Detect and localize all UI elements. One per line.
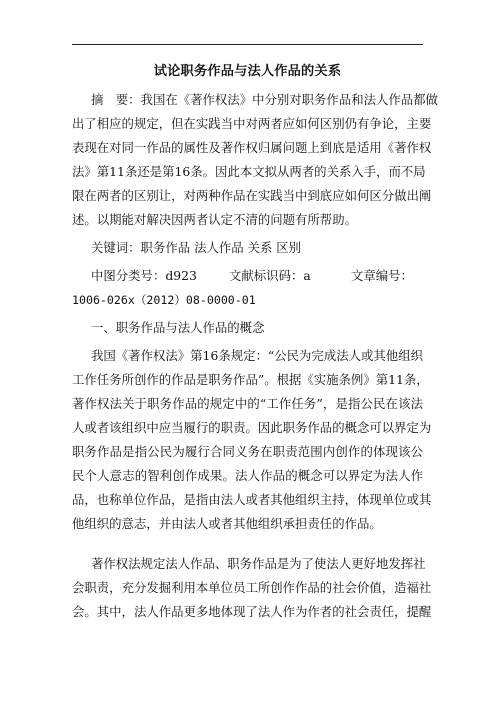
paragraph-line: 民个人意志的智利创作成果。法人作品的概念可以界定为法人作	[72, 468, 423, 483]
keywords: 关键词：职务作品 法人作品 关系 区别	[91, 240, 302, 255]
paragraph-line: 他组织的意志，并由法人或者其他组织承担责任的作品。	[72, 516, 382, 531]
article-id-label: 文章编号：	[351, 268, 413, 283]
article-id-value: 1006-026x（2012）08-0000-01	[72, 293, 256, 307]
abstract-line: 限在两者的区别让，对两种作品在实践当中到底应如何区分做出阐	[72, 188, 432, 203]
paragraph-line: 品，也称单位作品，是指由法人或者其他组织主持，体现单位或其	[72, 492, 432, 507]
header-rule	[72, 44, 423, 45]
paragraph-line: 工作任务所创作的作品是职务作品”。根据《实施条例》第11条，	[72, 372, 429, 387]
document-code: 文献标识码：a	[229, 268, 311, 283]
abstract-line: 出了相应的规定，但在实践当中对两者应如何区别仍有争论，主要	[72, 116, 432, 131]
abstract-line: 摘 要：我国在《著作权法》中分别对职务作品和法人作品都做	[91, 92, 438, 107]
paragraph-line: 会。其中，法人作品更多地体现了法人作为作者的社会责任，提醒	[72, 604, 432, 619]
paragraph-line: 著作权法规定法人作品、职务作品是为了使法人更好地发挥社	[91, 556, 426, 571]
paragraph-line: 著作权法关于职务作品的规定中的“工作任务”，是指公民在该法	[72, 396, 423, 411]
paragraph-line: 职务作品是指公民为履行合同义务在职责范围内创作的体现该公	[72, 444, 423, 459]
paragraph-line: 人或者该组织中应当履行的职责。因此职务作品的概念可以界定为	[72, 420, 432, 435]
section-heading: 一、职务作品与法人作品的概念	[91, 320, 265, 335]
abstract-line: 表现在对同一作品的属性及著作权归属问题上到底是适用《著作权	[72, 140, 432, 155]
abstract-line: 述。以期能对解决因两者认定不清的问题有所帮助。	[72, 212, 357, 227]
abstract-line: 法》第11条还是第16条。因此本文拟从两者的关系入手，而不局	[72, 164, 426, 179]
paragraph-line: 我国《著作权法》第16条规定：“公民为完成法人或其他组织	[91, 348, 423, 363]
paragraph-line: 会职责，充分发掘利用本单位员工所创作作品的社会价值，造福社	[72, 580, 432, 595]
page-title: 试论职务作品与法人作品的关系	[153, 64, 342, 79]
clc-number: 中图分类号：d923	[91, 268, 197, 283]
